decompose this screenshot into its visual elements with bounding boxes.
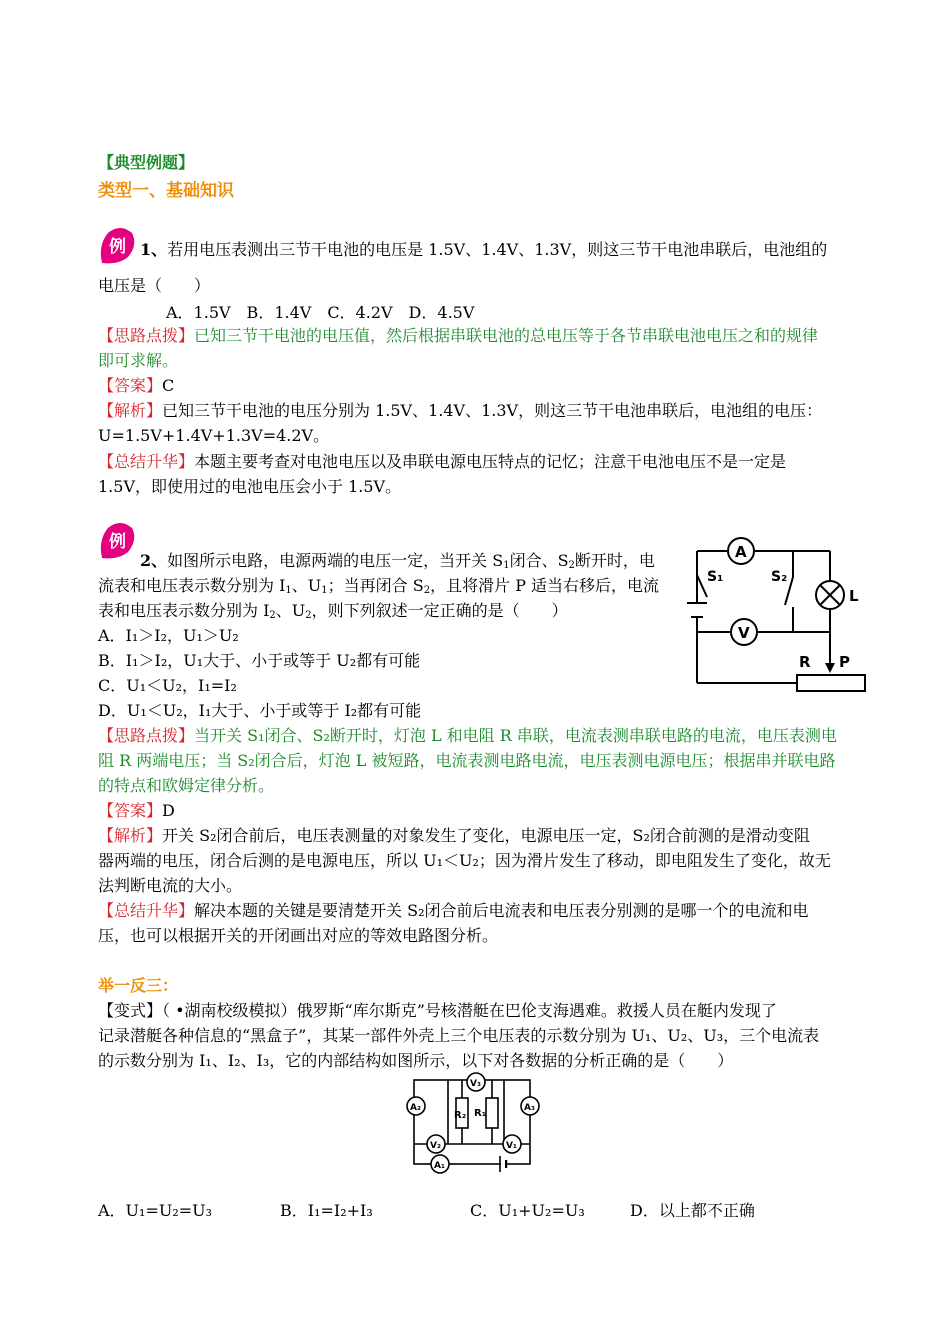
q1-hint-label: 【思路点拨】 bbox=[98, 326, 195, 345]
practice-text: （ •湖南校级模拟）俄罗斯“库尔斯克”号核潜艇在巴伦支海遇难。救援人员在艇内发现了 bbox=[162, 1001, 777, 1020]
q2-hint: 当开关 S₁闭合、S₂断开时，灯泡 L 和电阻 R 串联，电流表测串联电路的电流，电压表测电 bbox=[194, 726, 837, 745]
q2-text-l2c: ；当再闭合 S bbox=[327, 576, 424, 595]
q1-summary-cont: 1.5V，即使用过的电池电压会小于 1.5V。 bbox=[98, 477, 402, 496]
a3-label: A₃ bbox=[524, 1103, 535, 1113]
q1-text-cont: 电压是（ ） bbox=[98, 276, 211, 295]
q2-circuit-diagram bbox=[685, 535, 870, 695]
q1-summary-label: 【总结升华】 bbox=[98, 452, 195, 471]
q2-option-a: A．I₁＞I₂，U₁＞U₂ bbox=[98, 626, 239, 645]
practice-circuit-diagram bbox=[400, 1070, 550, 1175]
practice-title: 举一反三： bbox=[98, 976, 179, 995]
q2-hint-cont2: 的特点和欧姆定律分析。 bbox=[98, 776, 275, 795]
q2-text-l2d: ，且将滑片 P 适当右移后，电流 bbox=[430, 576, 660, 595]
ammeter-label: A bbox=[735, 543, 747, 561]
q2-text-b: 闭合、S bbox=[509, 551, 569, 570]
v2-label: V₂ bbox=[430, 1141, 441, 1151]
q2-answer: D bbox=[162, 801, 175, 820]
resistor-label: R bbox=[799, 653, 811, 671]
q1-answer: C bbox=[162, 376, 175, 395]
r1-label: R₁ bbox=[474, 1108, 487, 1119]
section-header: 【典型例题】 bbox=[98, 153, 195, 172]
lamp-label: L bbox=[849, 587, 859, 605]
type-title: 类型一、基础知识 bbox=[98, 181, 234, 201]
v1-label: V₁ bbox=[506, 1141, 517, 1151]
practice-option-d: D．以上都不正确 bbox=[630, 1201, 755, 1220]
svg-text:例: 例 bbox=[109, 532, 126, 552]
q2-text-l3: 表和电压表示数分别为 I bbox=[98, 601, 270, 620]
q1-options: A．1.5V B．1.4V C．4.2V D．4.5V bbox=[166, 303, 475, 322]
q1-number: 1、 bbox=[140, 240, 168, 259]
practice-label: 【变式】 bbox=[98, 1001, 163, 1020]
q2-analysis: 开关 S₂闭合前后，电压表测量的对象发生了变化，电源电压一定，S₂闭合前测的是滑动变阻 bbox=[162, 826, 810, 845]
q2-text-l2: 流表和电压表示数分别为 I bbox=[98, 576, 286, 595]
practice-text-cont2: 的示数分别为 I₁、I₂、I₃，它的内部结构如图所示，以下对各数据的分析正确的是（ ） bbox=[98, 1051, 734, 1070]
q2-summary-cont: 压，也可以根据开关的开闭画出对应的等效电路图分析。 bbox=[98, 926, 499, 945]
q2-text: 如图所示电路，电源两端的电压一定，当开关 S bbox=[167, 551, 504, 570]
q1-analysis-label: 【解析】 bbox=[98, 401, 163, 420]
q1-hint: 已知三节干电池的电压值，然后根据串联电池的总电压等于各节串联电池电压之和的规律 bbox=[194, 326, 819, 345]
q2-hint-label: 【思路点拨】 bbox=[98, 726, 195, 745]
s2-label: S₂ bbox=[771, 569, 788, 585]
q1-hint-cont: 即可求解。 bbox=[98, 351, 179, 370]
q1-answer-label: 【答案】 bbox=[98, 376, 163, 395]
a1-label: A₁ bbox=[434, 1161, 445, 1171]
q2-text-l3b: 、U bbox=[275, 601, 306, 620]
practice-option-b: B．I₁=I₂+I₃ bbox=[280, 1201, 373, 1220]
q2-number: 2、 bbox=[140, 551, 168, 570]
q2-option-c: C．U₁＜U₂，I₁=I₂ bbox=[98, 676, 237, 695]
v3-label: V₃ bbox=[470, 1079, 481, 1089]
svg-text:例: 例 bbox=[109, 237, 126, 257]
q2-answer-label: 【答案】 bbox=[98, 801, 163, 820]
slider-label: P bbox=[839, 653, 850, 671]
q1-analysis-cont: U=1.5V+1.4V+1.3V=4.2V。 bbox=[98, 426, 330, 445]
s1-label: S₁ bbox=[707, 569, 724, 585]
q2-text-l2b: 、U bbox=[291, 576, 322, 595]
q2-text-c: 断开时，电 bbox=[574, 551, 655, 570]
q1-summary: 本题主要考查对电池电压以及串联电源电压特点的记忆；注意干电池电压不是一定是 bbox=[194, 452, 787, 471]
q2-analysis-label: 【解析】 bbox=[98, 826, 163, 845]
q1-analysis: 已知三节干电池的电压分别为 1.5V、1.4V、1.3V，则这三节干电池串联后，电池组的电压： bbox=[162, 401, 823, 420]
q1-text: 若用电压表测出三节干电池的电压是 1.5V、1.4V、1.3V，则这三节干电池串联后，电池组的 bbox=[167, 240, 828, 259]
r2-label: R₂ bbox=[454, 1110, 467, 1121]
practice-text-cont: 记录潜艇各种信息的“黑盒子”，其某一部件外壳上三个电压表的示数分别为 U₁、U₂、U₃，三个电流表 bbox=[98, 1026, 820, 1045]
practice-option-a: A．U₁=U₂=U₃ bbox=[98, 1201, 213, 1220]
q2-summary-label: 【总结升华】 bbox=[98, 901, 195, 920]
q2-option-d: D．U₁＜U₂，I₁大于、小于或等于 I₂都有可能 bbox=[98, 701, 422, 720]
q2-analysis-cont2: 法判断电流的大小。 bbox=[98, 876, 243, 895]
practice-option-c: C．U₁+U₂=U₃ bbox=[470, 1201, 585, 1220]
q2-summary: 解决本题的关键是要清楚开关 S₂闭合前后电流表和电压表分别测的是哪一个的电流和电 bbox=[194, 901, 809, 920]
q2-analysis-cont: 器两端的电压，闭合后测的是电源电压，所以 U₁＜U₂；因为滑片发生了移动，即电阻发生了变化，故无 bbox=[98, 851, 831, 870]
voltmeter-label: V bbox=[738, 624, 750, 642]
a2-label: A₂ bbox=[410, 1103, 421, 1113]
q2-text-l3c: ，则下列叙述一定正确的是（ ） bbox=[311, 601, 568, 620]
q2-option-b: B．I₁＞I₂，U₁大于、小于或等于 U₂都有可能 bbox=[98, 651, 421, 670]
q2-hint-cont: 阻 R 两端电压；当 S₂闭合后，灯泡 L 被短路，电流表测电路电流，电压表测电源电压；根据串并联电路 bbox=[98, 751, 836, 770]
